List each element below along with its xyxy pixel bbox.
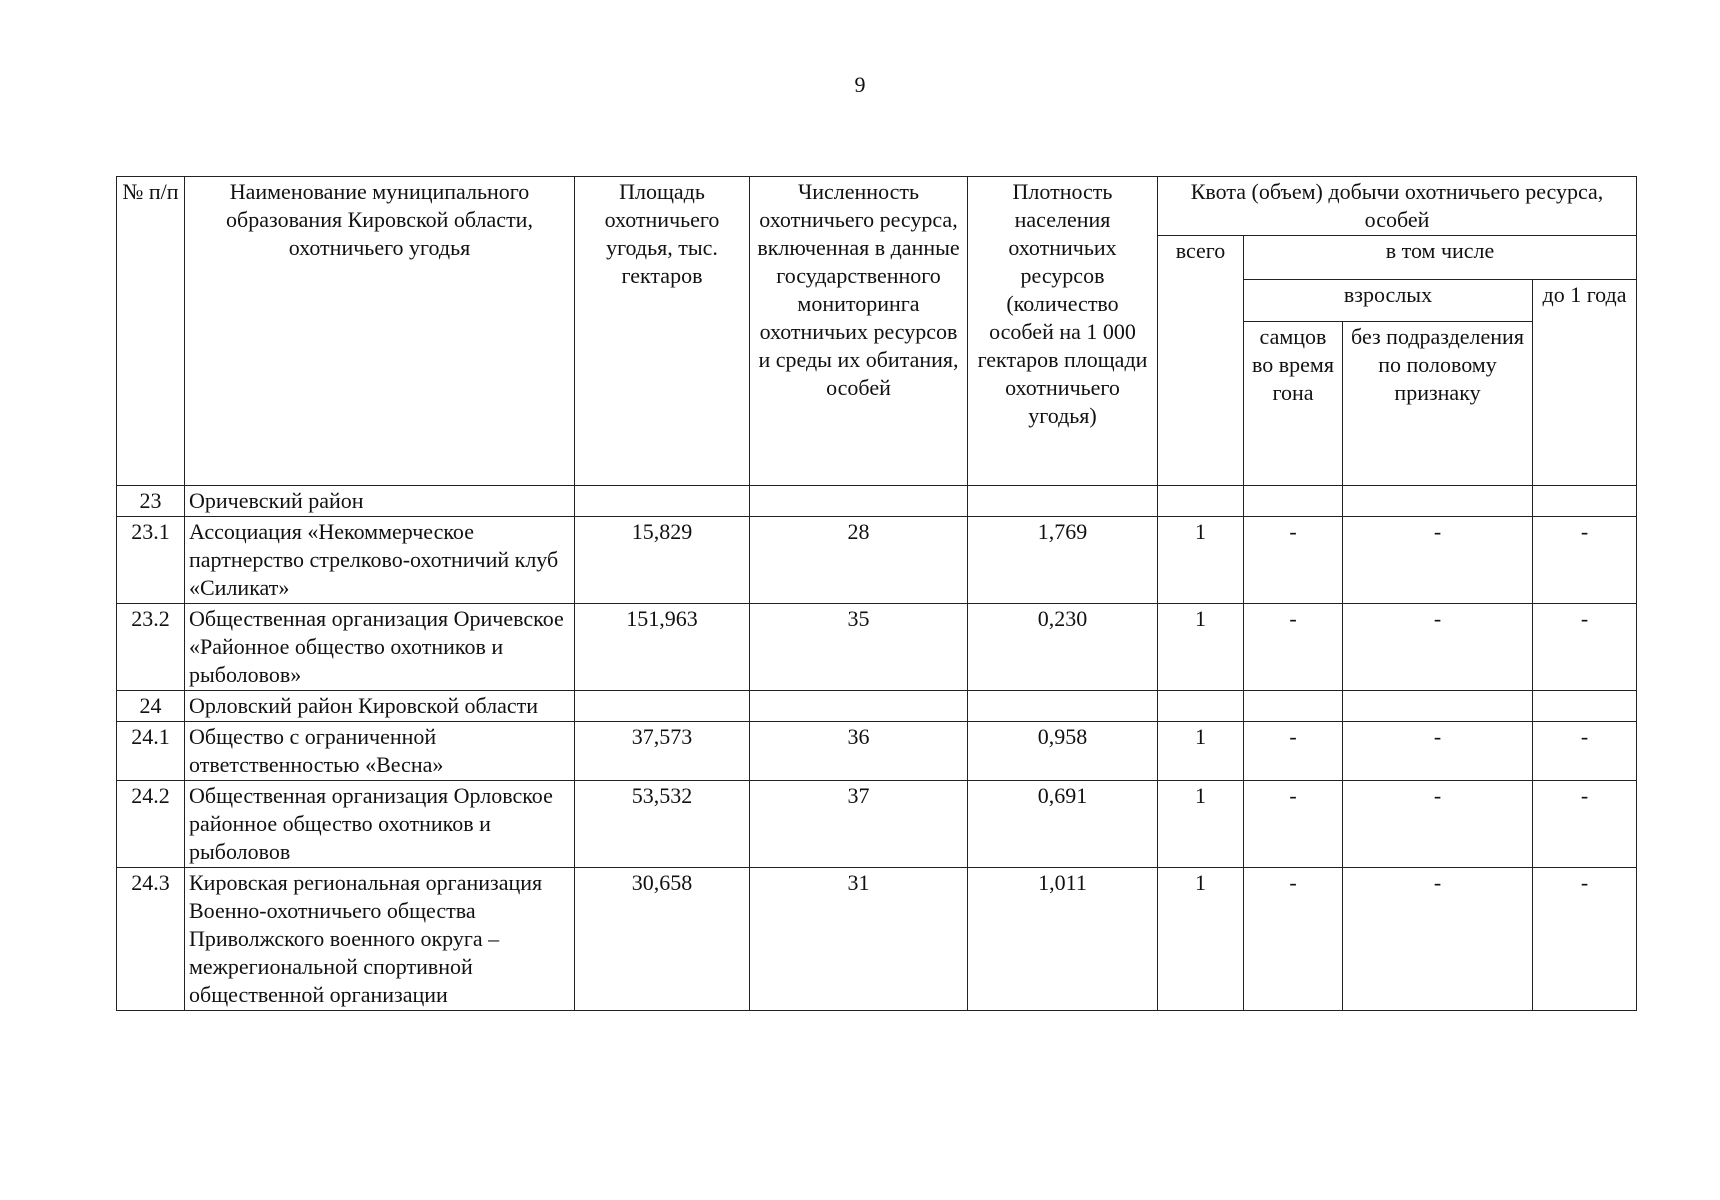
header-name: Наименование муниципального образования Кировской области, охотничьего угодья: [185, 177, 575, 486]
row-population: [750, 486, 968, 517]
row-density: 1,011: [968, 868, 1158, 1011]
row-nosex: -: [1343, 781, 1533, 868]
header-population: Численность охотничьего ресурса, включенная в данные государственного мониторинга охотничьих ресурсов и среды их обитания, особей: [750, 177, 968, 486]
header-no: № п/п: [117, 177, 185, 486]
row-males: -: [1244, 517, 1343, 604]
row-population: 37: [750, 781, 968, 868]
row-males: -: [1244, 781, 1343, 868]
header-total: всего: [1158, 236, 1244, 486]
row-total: [1158, 691, 1244, 722]
row-name: Общество с ограниченной ответственностью «Весна»: [185, 722, 575, 781]
table-row: [117, 868, 1637, 1011]
row-name: Оричевский район: [185, 486, 575, 517]
row-young: [1533, 691, 1637, 722]
row-males: -: [1244, 722, 1343, 781]
quota-table: [116, 176, 1637, 1011]
row-total: 1: [1158, 781, 1244, 868]
row-young: -: [1533, 868, 1637, 1011]
row-population: 36: [750, 722, 968, 781]
row-males: [1244, 486, 1343, 517]
header-including: в том числе: [1244, 236, 1637, 280]
row-density: 0,691: [968, 781, 1158, 868]
row-nosex: -: [1343, 604, 1533, 691]
row-density: 1,769: [968, 517, 1158, 604]
row-young: -: [1533, 604, 1637, 691]
header-adults: взрослых: [1244, 280, 1533, 322]
row-no: 24.1: [117, 722, 185, 781]
row-area: [575, 486, 750, 517]
row-young: -: [1533, 781, 1637, 868]
row-no: 24: [117, 691, 185, 722]
page-number: 9: [854, 72, 866, 97]
row-no: 23.2: [117, 604, 185, 691]
header-males-rut: самцов во время гона: [1244, 322, 1343, 486]
row-total: 1: [1158, 517, 1244, 604]
table-row: [117, 517, 1637, 604]
row-no: 24.3: [117, 868, 185, 1011]
row-population: 31: [750, 868, 968, 1011]
row-total: 1: [1158, 868, 1244, 1011]
row-young: -: [1533, 722, 1637, 781]
table-row: [117, 781, 1637, 868]
row-area: 53,532: [575, 781, 750, 868]
row-nosex: -: [1343, 868, 1533, 1011]
row-density: [968, 691, 1158, 722]
row-total: 1: [1158, 604, 1244, 691]
row-males: -: [1244, 868, 1343, 1011]
row-nosex: [1343, 691, 1533, 722]
header-density: Плотность населения охотничьих ресурсов (количество особей на 1 000 гектаров площади охотничьего угодья): [968, 177, 1158, 486]
row-population: 28: [750, 517, 968, 604]
row-name: Орловский район Кировской области: [185, 691, 575, 722]
row-name: Общественная организация Орловское районное общество охотников и рыболовов: [185, 781, 575, 868]
row-males: -: [1244, 604, 1343, 691]
row-males: [1244, 691, 1343, 722]
row-total: [1158, 486, 1244, 517]
header-under-one: до 1 года: [1533, 280, 1637, 486]
row-nosex: -: [1343, 517, 1533, 604]
row-area: 37,573: [575, 722, 750, 781]
row-name: Общественная организация Оричевское «Районное общество охотников и рыболовов»: [185, 604, 575, 691]
row-total: 1: [1158, 722, 1244, 781]
row-density: 0,230: [968, 604, 1158, 691]
row-no: 23: [117, 486, 185, 517]
header-area: Площадь охотничьего угодья, тыс. гектаров: [575, 177, 750, 486]
row-population: 35: [750, 604, 968, 691]
row-no: 24.2: [117, 781, 185, 868]
row-area: 30,658: [575, 868, 750, 1011]
row-density: 0,958: [968, 722, 1158, 781]
table-row: [117, 486, 1637, 517]
row-nosex: [1343, 486, 1533, 517]
row-young: -: [1533, 517, 1637, 604]
row-area: 15,829: [575, 517, 750, 604]
row-nosex: -: [1343, 722, 1533, 781]
header-no-sex-division: без подразделения по половому признаку: [1343, 322, 1533, 486]
table-row: [117, 604, 1637, 691]
row-no: 23.1: [117, 517, 185, 604]
row-area: [575, 691, 750, 722]
row-name: Ассоциация «Некоммерческое партнерство стрелково-охотничий клуб «Силикат»: [185, 517, 575, 604]
row-area: 151,963: [575, 604, 750, 691]
row-young: [1533, 486, 1637, 517]
header-quota: Квота (объем) добычи охотничьего ресурса, особей: [1158, 177, 1637, 236]
table-row: [117, 691, 1637, 722]
table-row: [117, 722, 1637, 781]
row-name: Кировская региональная организация Военно-охотничьего общества Приволжского военного округа – межрегиональной спортивной общественной организации: [185, 868, 575, 1011]
row-population: [750, 691, 968, 722]
row-density: [968, 486, 1158, 517]
